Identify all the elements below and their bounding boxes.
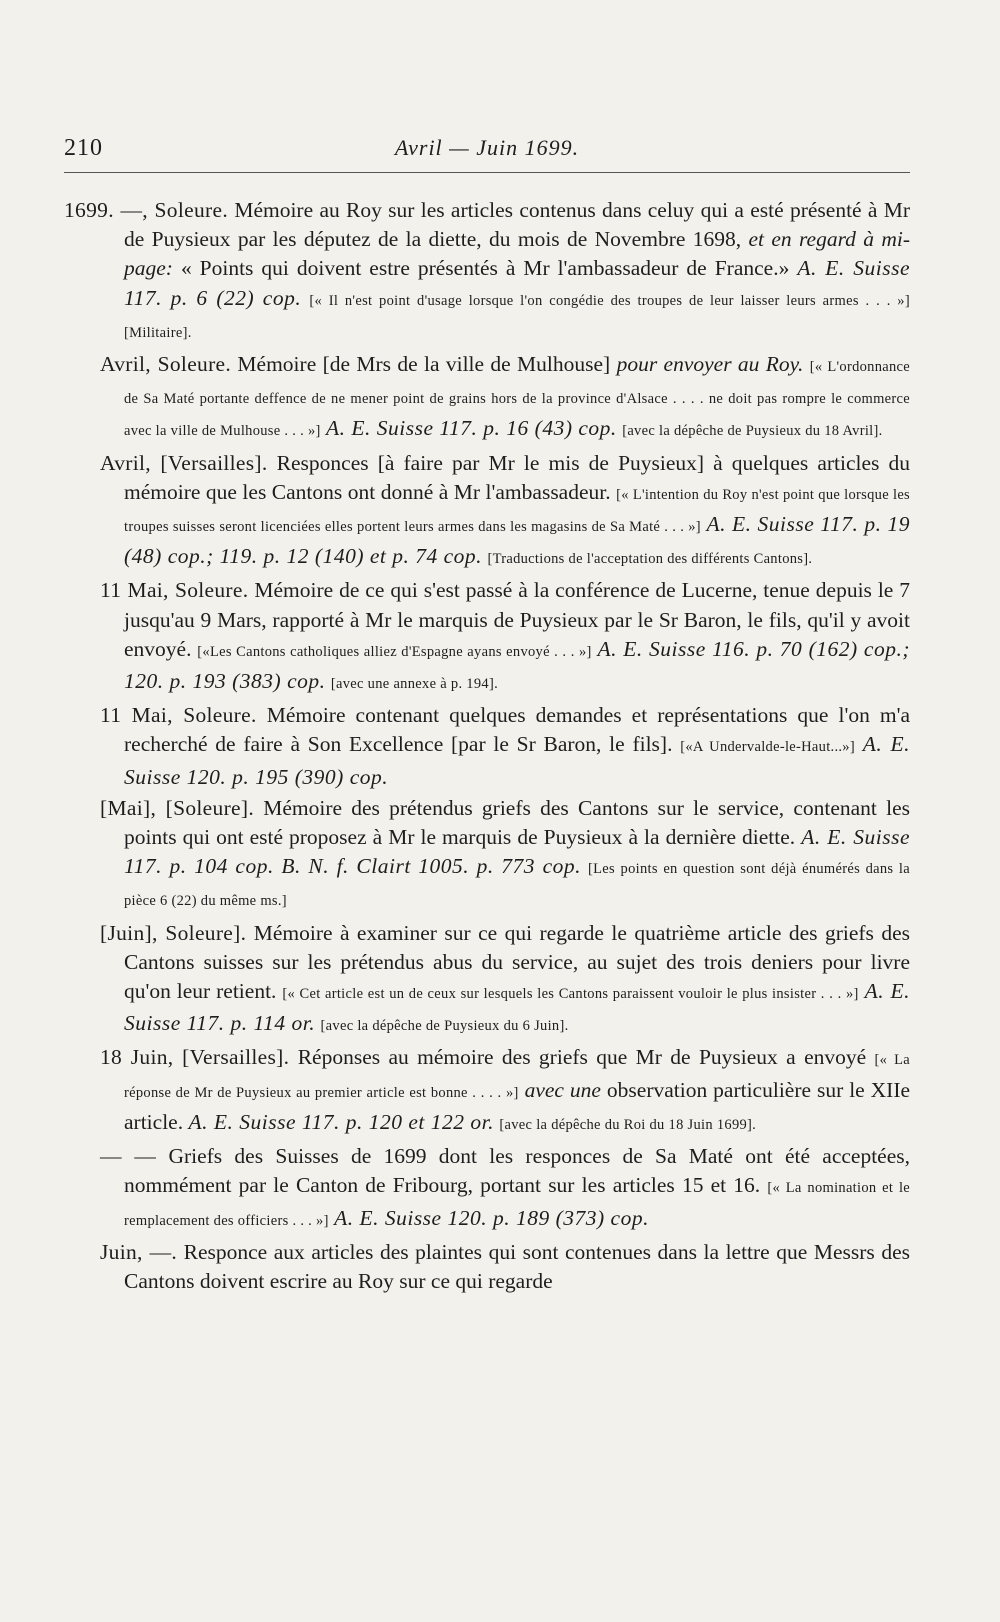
entry-text: Griefs des Suisses de 1699 dont les responces de Sa Maté ont été acceptées, nommément par le Canton de Fribourg, portant sur les articles 15 et 16. [124, 1144, 910, 1198]
entry-text-2: observation particulière sur le XIIe article. [124, 1077, 911, 1134]
entry-text: Mémoire au Roy sur les articles contenus dans celuy qui a esté présenté à Mr de Puysieux par les députez de la diette, du mois de Novembre 1698, [124, 198, 911, 252]
entry-11-mai-a [64, 576, 910, 699]
entry-text: Responce aux articles des plaintes qui sont contenues dans la lettre que Messrs des Cantons doivent escrire au Roy sur ce qui regarde [124, 1239, 911, 1293]
entry-mai-soleure [64, 794, 910, 917]
entry-note: [« La nomination et le remplacement des officiers . . . »] [124, 1180, 911, 1229]
archive-reference: A. E. Suisse 117. p. 19 (48) cop.; 119. p. 12 (140) et p. 74 cop. [124, 512, 911, 569]
page-header [64, 135, 910, 171]
archive-reference: A. E. Suisse 120. p. 189 (373) cop. [334, 1205, 649, 1230]
archive-reference: A. E. Suisse 117. p. 114 or. [124, 979, 911, 1036]
entry-note: [«A Undervalde-le-Haut...»] [680, 739, 855, 756]
entry-avril-soleure [64, 350, 910, 447]
entry-text: Responces [à faire par Mr le mis de Puysieux] à quelques articles du mémoire que les Cantons ont donné à Mr l'ambassadeur. [124, 450, 910, 504]
entry-date: [Mai], [Soleure]. [100, 795, 255, 820]
entry-note-2: [avec la dépêche de Puysieux du 18 Avril]. [622, 423, 883, 440]
entry-11-mai-b [64, 701, 910, 792]
entry-juin-soleure [64, 919, 910, 1042]
entry-date: 11 Mai, Soleure. [100, 703, 257, 728]
entry-note: [Les points en question sont déjà énumérés dans la pièce 6 (22) du même ms.] [124, 861, 910, 910]
entry-avril-versailles [64, 449, 910, 575]
entry-note-2: [avec la dépêche de Puysieux du 6 Juin]. [320, 1018, 569, 1035]
entry-text: Mémoire des prétendus griefs des Cantons sur le service, contenant les points qui ont esté proposez à Mr le marquis de Puysieux à la dernière diette. [124, 795, 910, 850]
entry-date: 11 Mai, Soleure. [100, 578, 249, 603]
entry-italic: pour envoyer au Roy. [616, 352, 804, 377]
entries-list [64, 196, 910, 1298]
entry-text: Mémoire de ce qui s'est passé à la conférence de Lucerne, tenue depuis le 7 jusqu'au 9 Mars, rapporté à Mr le marquis de Puysieux par le Sr Baron, le fils, qu'il y avoit envoyé. [124, 578, 911, 661]
entry-note: [« Il n'est point d'usage lorsque l'on congédie des troupes de leur laisser leurs armes . . . »] [Militaire]. [124, 292, 910, 341]
entry-text: Réponses au mémoire des griefs que Mr de Puysieux a envoyé [297, 1045, 867, 1070]
entry-date: Avril, Soleure. [100, 352, 232, 377]
entry-note: [« L'intention du Roy n'est point que lorsque les troupes suisses seront licenciées elles portent leurs armes dans les magasins de Sa Maté . . . »] [124, 486, 910, 536]
entry-date: — — [100, 1144, 157, 1169]
archive-reference: A. E. Suisse 117. p. 6 (22) cop. [124, 256, 911, 310]
entry-juin-responce [64, 1238, 910, 1296]
entry-text-2: « Points qui doivent estre présentés à Mr l'ambassadeur de France.» [180, 256, 790, 281]
entry-note: [«Les Cantons catholiques alliez d'Espagne ayans envoyé . . . »] [197, 643, 592, 660]
entry-text: Mémoire contenant quelques demandes et représentations que l'on m'a recherché de faire à Son Excellence [par le Sr Baron, le fils]. [124, 703, 911, 757]
entry-note-2: [avec la dépêche du Roi du 18 Juin 1699]. [499, 1116, 757, 1133]
entry-note-2: [avec une annexe à p. 194]. [330, 676, 498, 693]
entry-note: [« L'ordonnance de Sa Maté portante deffence de ne mener point de grains hors de la province d'Alsace . . . . ne doit pas rompre le commerce avec la ville de Mulhouse . . . »] [124, 359, 911, 440]
entry-griefs [64, 1142, 910, 1236]
entry-date: Avril, [Versailles]. [100, 450, 268, 475]
entry-18-juin [64, 1043, 910, 1140]
entry-date: 1699. —, Soleure. [64, 198, 229, 222]
archive-reference: A. E. Suisse 117. p. 120 et 122 or. [188, 1109, 495, 1134]
page-number: 210 [64, 135, 103, 161]
entry-italic: avec une [524, 1077, 601, 1102]
entry-date: [Juin], Soleure]. [100, 920, 247, 945]
entry-note: [« Cet article est un de ceux sur lesquels les Cantons paraissent vouloir le plus insister . . . »] [282, 986, 859, 1003]
entry-note-2: [Traductions de l'acceptation des différents Cantons]. [487, 551, 813, 568]
archive-reference: A. E. Suisse 116. p. 70 (162) cop.; 120. p. 193 (383) cop. [124, 636, 911, 694]
entry-text: Mémoire à examiner sur ce qui regarde le quatrième article des griefs des Cantons suisses sur les prétendus abus du service, au sujet des trois deniers pour livre qu'on leur retient. [124, 920, 910, 1004]
entry-text: Mémoire [de Mrs de la ville de Mulhouse] [237, 352, 611, 377]
header-rule [64, 172, 910, 173]
entry-note: [« La réponse de Mr de Puysieux au premier article est bonne . . . . »] [124, 1052, 911, 1101]
archive-reference: A. E. Suisse 117. p. 16 (43) cop. [326, 416, 617, 441]
entry-1699 [64, 196, 910, 348]
entry-italic: et en regard à mi-page: [124, 227, 910, 281]
entry-date: 18 Juin, [Versailles]. [100, 1045, 290, 1070]
archive-reference: A. E. Suisse 117. p. 104 cop. B. N. f. Clairt 1005. p. 773 cop. [124, 825, 910, 879]
archive-reference: A. E. Suisse 120. p. 195 (390) cop. [124, 732, 911, 789]
entry-date: Juin, —. [100, 1239, 178, 1264]
running-title: Avril — Juin 1699. [394, 135, 580, 160]
